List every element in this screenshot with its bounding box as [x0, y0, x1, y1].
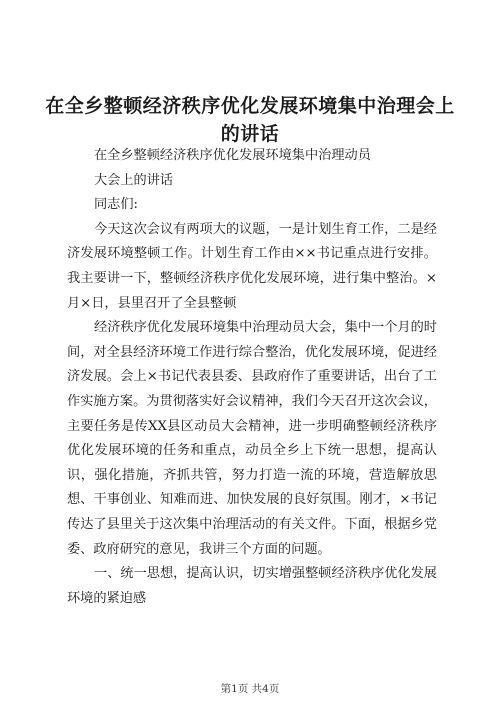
subtitle-line-1: 在全乡整顿经济秩序优化发展环境集中治理动员	[94, 148, 371, 163]
subtitle-line-2: 大会上的讲话	[94, 172, 174, 188]
page-footer: 第1页 共4页	[220, 683, 280, 695]
document-title: 在全乡整顿经济秩序优化发展环境集中治理会上的讲话	[45, 95, 455, 145]
document-body	[67, 144, 437, 611]
section-heading-1: 一、统一思想，提高认识，切实增强整顿经济秩序优化发展环境的紧迫感	[67, 566, 437, 606]
salutation: 同志们:	[94, 197, 139, 213]
paragraph-1: 今天这次会议有两项大的议题，一是计划生育工作，二是经济发展环境整顿工作。计划生育工作由××书记重点进行安排。我主要讲一下，整顿经济秩序优化发展环境，进行集中整治。×月×日，县里召开了全县整顿	[67, 221, 437, 311]
paragraph-2: 经济秩序优化发展环境集中治理动员大会，集中一个月的时间，对全县经济环境工作进行综合整治，优化发展环境，促进经济发展。会上×书记代表县委、县政府作了重要讲话，出台了工作实施方案。为贯彻落实好会议精神，我们今天召开这次会议，主要任务是传XX县区动员大会精神，进一步明确整顿经济秩序优化发展环境的任务和重点，动员全乡上下统一思想，提高认识，强化措施，齐抓共管，努力打造一流的环境，营造解放思想、干事创业、知难而进、加快发展的良好氛围。刚才，×书记传达了县里关于这次集中治理活动的有关文件。下面，根据乡党委、政府研究的意见，我讲三个方面的问题。	[67, 320, 437, 557]
